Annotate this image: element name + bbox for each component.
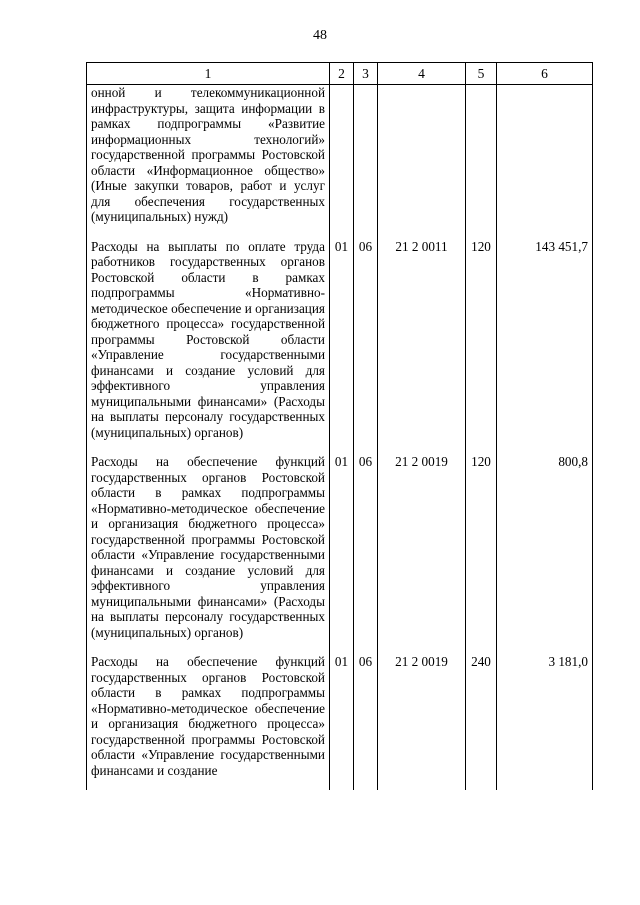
row-subsection-code: 06: [354, 652, 378, 790]
row-amount: 800,8: [497, 452, 593, 652]
row-amount: 3 181,0: [497, 652, 593, 790]
row-expense-type: 120: [466, 237, 497, 453]
row-section-code: 01: [330, 237, 354, 453]
row-description: Расходы на обеспечение функций государственных органов Ростовской области в рамках подпрограммы «Нормативно-методическое обеспечение и организация бюджетного процесса» государственной программы Ростовской области «Управление государственными финансами и создание условий для эффективного управления муниципальными финансами» (Расходы на выплаты персоналу государственных (муниципальных) органов): [87, 452, 330, 652]
row-expense-type: [466, 85, 497, 237]
page-number: 48: [313, 28, 327, 43]
row-subsection-code: 06: [354, 237, 378, 453]
row-description: Расходы на выплаты по оплате труда работников государственных органов Ростовской области в рамках подпрограммы «Нормативно-методическое обеспечение и организация бюджетного процесса» государственной программы Ростовской области «Управление государственными финансами и создание условий для эффективного управления муниципальными финансами» (Расходы на выплаты персоналу государственных (муниципальных) органов): [87, 237, 330, 453]
table-row: [87, 452, 593, 652]
row-subsection-code: 06: [354, 452, 378, 652]
row-amount: 143 451,7: [497, 237, 593, 453]
row-section-code: [330, 85, 354, 237]
row-section-code: 01: [330, 652, 354, 790]
row-target-code: 21 2 0019: [378, 652, 466, 790]
table-row: [87, 652, 593, 790]
column-header-5: 5: [466, 63, 497, 85]
column-header-6: 6: [497, 63, 593, 85]
column-header-1: 1: [87, 63, 330, 85]
row-expense-type: 120: [466, 452, 497, 652]
row-expense-type: 240: [466, 652, 497, 790]
column-header-4: 4: [378, 63, 466, 85]
row-section-code: 01: [330, 452, 354, 652]
budget-table: [86, 62, 593, 790]
column-header-3: 3: [354, 63, 378, 85]
row-subsection-code: [354, 85, 378, 237]
table-row: [87, 85, 593, 237]
table-header-row: [87, 63, 593, 85]
row-target-code: 21 2 0011: [378, 237, 466, 453]
row-target-code: 21 2 0019: [378, 452, 466, 652]
table-row: [87, 237, 593, 453]
row-target-code: [378, 85, 466, 237]
row-description: онной и телекоммуникационной инфраструктуры, защита информации в рамках подпрограммы «Развитие информационных технологий» государственной программы Ростовской области «Информационное общество» (Иные закупки товаров, работ и услуг для обеспечения государственных (муниципальных) нужд): [87, 85, 330, 237]
row-description: Расходы на обеспечение функций государственных органов Ростовской области в рамках подпрограммы «Нормативно-методическое обеспечение и организация бюджетного процесса» государственной программы Ростовской области «Управление государственными финансами и создание: [87, 652, 330, 790]
column-header-2: 2: [330, 63, 354, 85]
row-amount: [497, 85, 593, 237]
